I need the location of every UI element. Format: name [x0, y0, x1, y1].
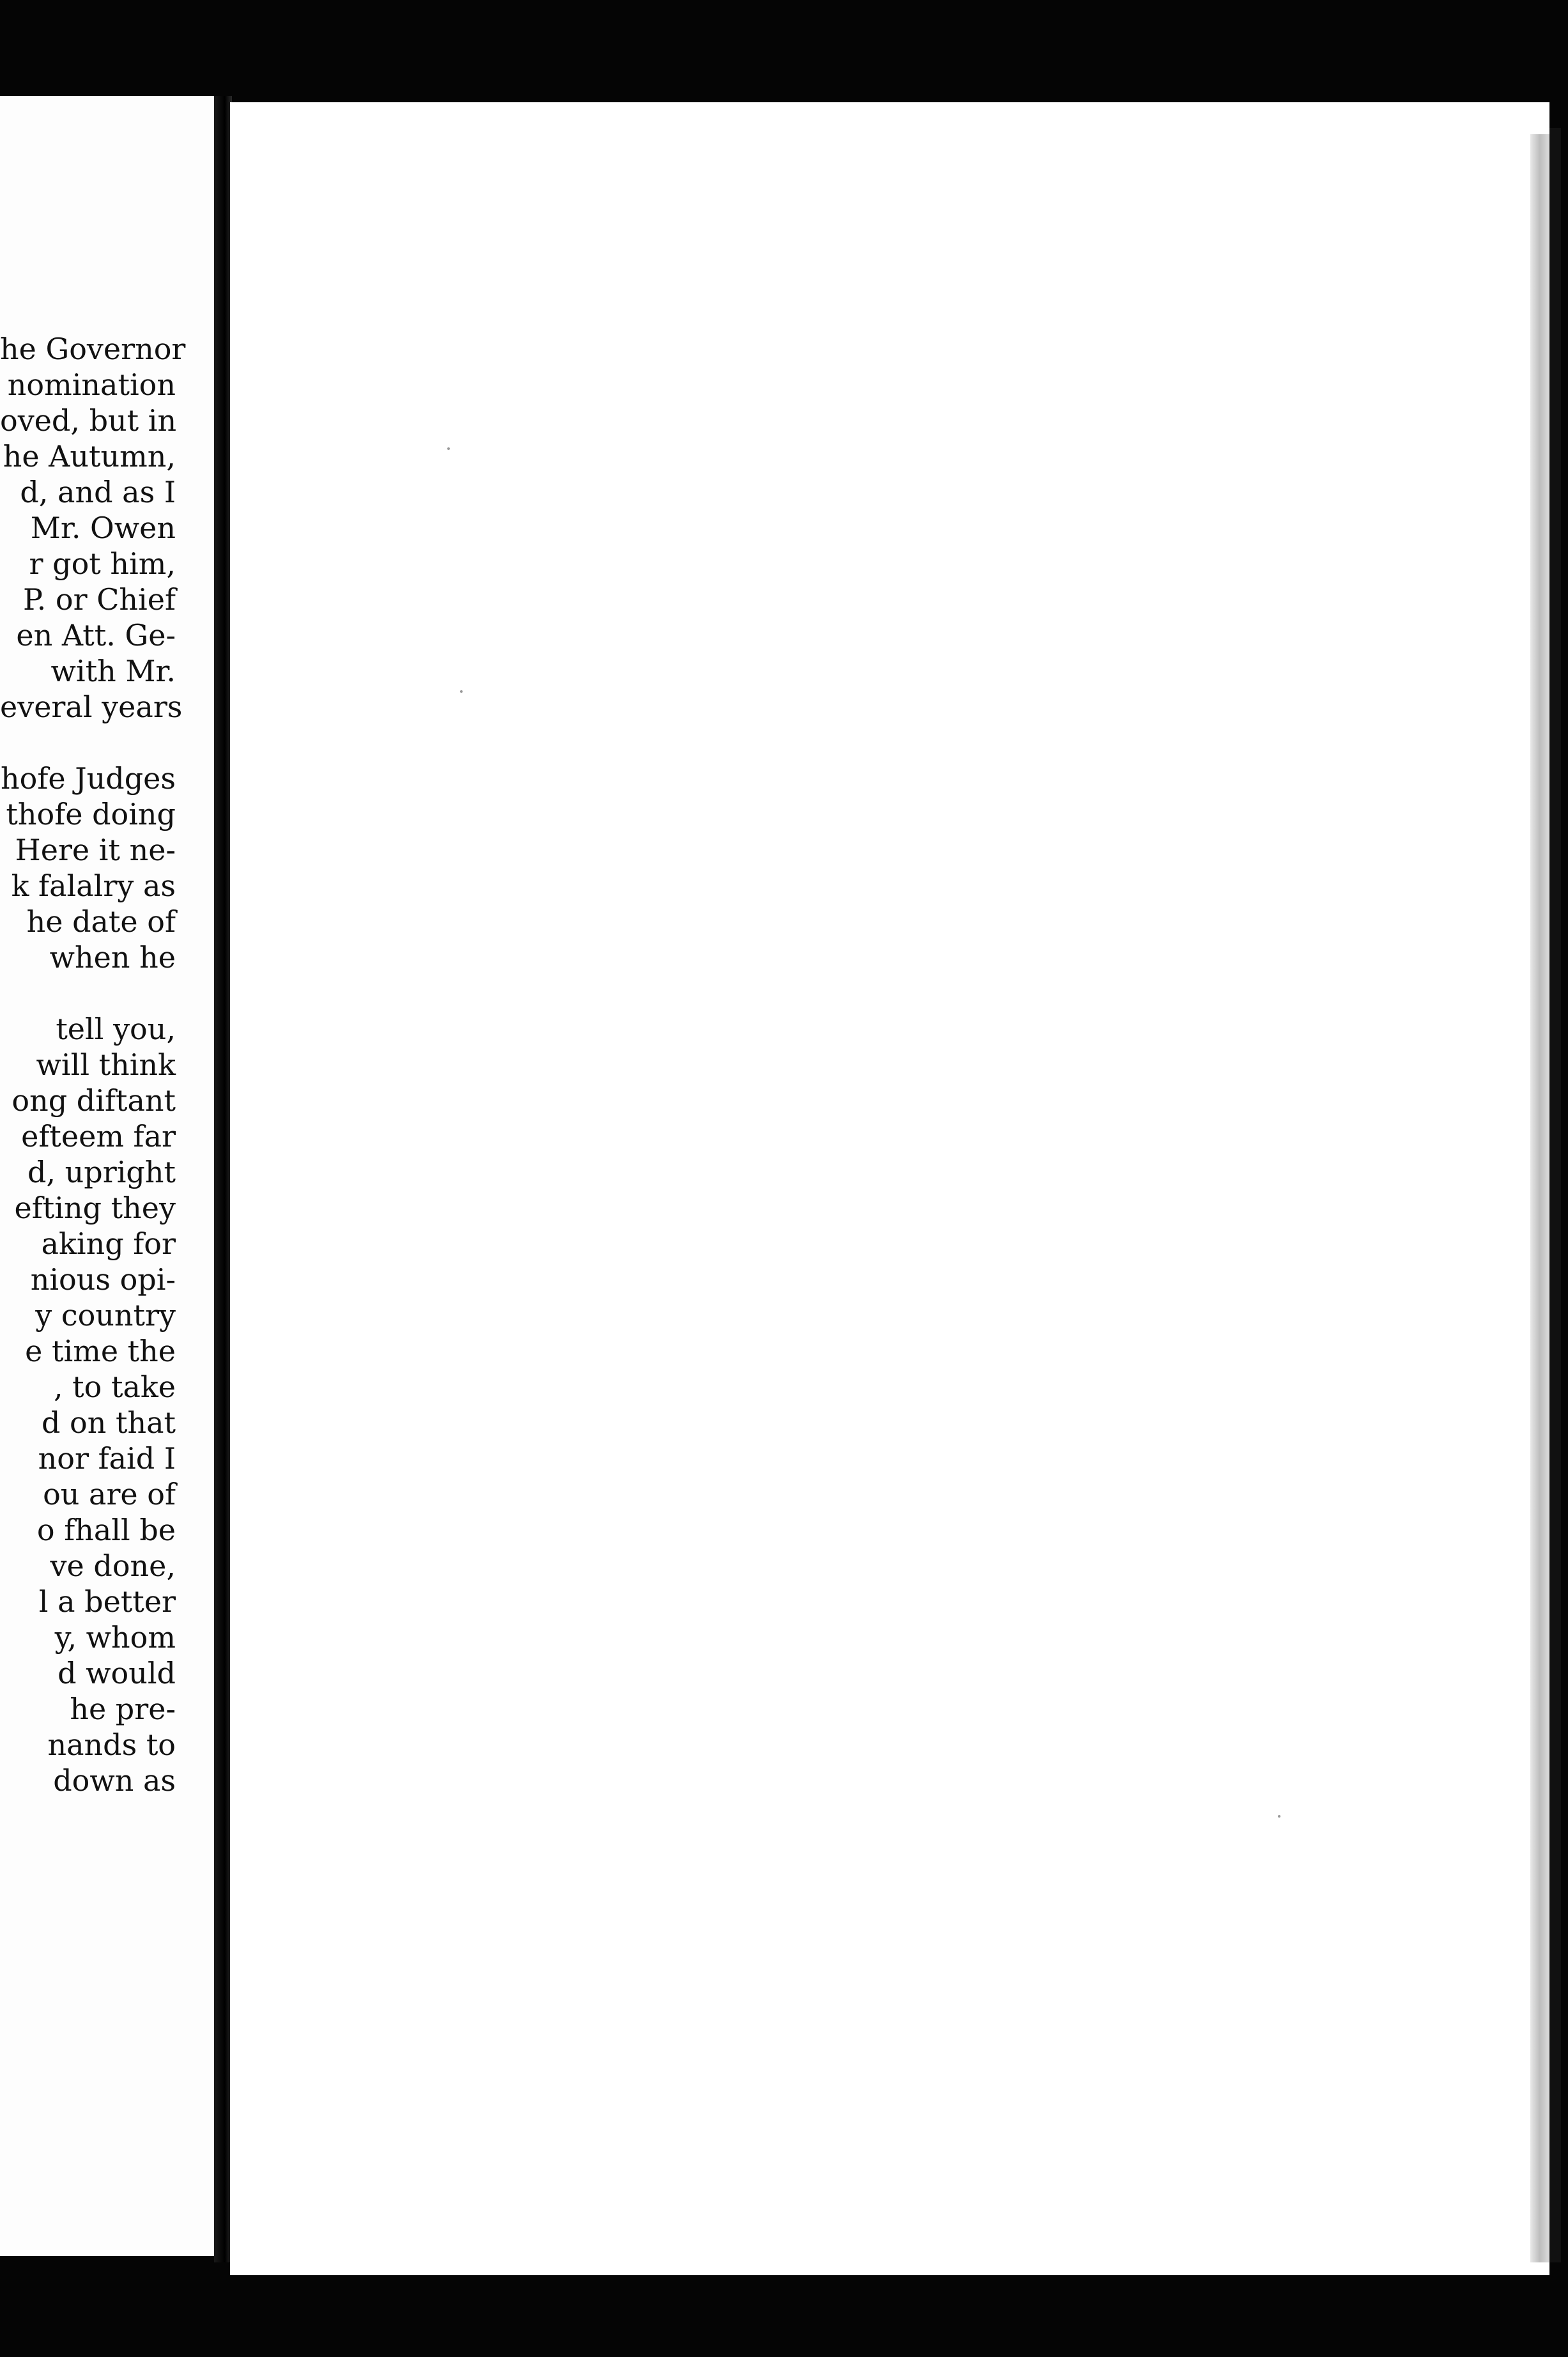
text-line: d would	[58, 1656, 176, 1690]
text-line: he pre-	[70, 1692, 176, 1726]
text-line: nor faid I	[38, 1441, 176, 1476]
text-line: with Mr.	[50, 654, 176, 688]
left-page-text	[0, 331, 186, 1798]
paragraph-gap	[0, 975, 176, 1011]
right-page-blank	[230, 102, 1549, 2275]
text-line: y, whom	[54, 1620, 176, 1655]
text-line: , to take	[53, 1370, 176, 1404]
text-line: down as	[53, 1763, 176, 1798]
text-line: d, and as I	[20, 475, 176, 509]
text-line: efting they	[14, 1191, 176, 1225]
text-line: ou are of	[43, 1477, 176, 1511]
text-line: o fhall be	[36, 1513, 176, 1547]
text-line: r got him,	[29, 546, 176, 581]
text-line: tell you,	[56, 1012, 176, 1046]
text-line: d on that	[41, 1405, 176, 1440]
page-edge	[1530, 134, 1549, 2262]
text-line: efteem far	[21, 1119, 176, 1154]
text-line: thofe doing	[6, 797, 176, 831]
text-line: nands to	[47, 1727, 176, 1762]
text-line: e time the	[25, 1334, 176, 1368]
book-gutter	[214, 96, 232, 2262]
text-line: will think	[36, 1047, 176, 1082]
text-line: y country	[35, 1298, 176, 1333]
text-line: nomination	[7, 367, 176, 402]
text-line: hofe Judges	[1, 761, 176, 796]
text-line: everal years	[0, 690, 183, 724]
text-line: nious opi-	[30, 1262, 176, 1297]
left-page	[0, 96, 220, 2256]
text-line: ve done,	[50, 1549, 176, 1583]
text-line: he Autumn,	[3, 439, 176, 474]
paragraph-gap	[0, 725, 176, 761]
text-line: when he	[49, 940, 176, 975]
text-line: Here it ne-	[15, 833, 176, 867]
text-line: oved, but in	[0, 403, 177, 438]
paper-speck	[460, 690, 463, 693]
text-line: l a better	[38, 1584, 176, 1619]
text-line: k falalry as	[11, 869, 176, 903]
page-edge-shadow	[1549, 128, 1561, 2262]
text-line: Mr. Owen	[30, 511, 176, 545]
text-line: en Att. Ge-	[16, 618, 176, 653]
paper-speck	[447, 447, 450, 450]
text-line: ong diftant	[12, 1083, 176, 1118]
text-line: d, upright	[27, 1155, 176, 1189]
text-line: aking for	[41, 1226, 176, 1261]
text-line: P. or Chief	[23, 582, 176, 617]
text-line: he Governor	[0, 332, 186, 366]
text-line: he date of	[26, 904, 176, 939]
paper-speck	[1278, 1815, 1280, 1818]
